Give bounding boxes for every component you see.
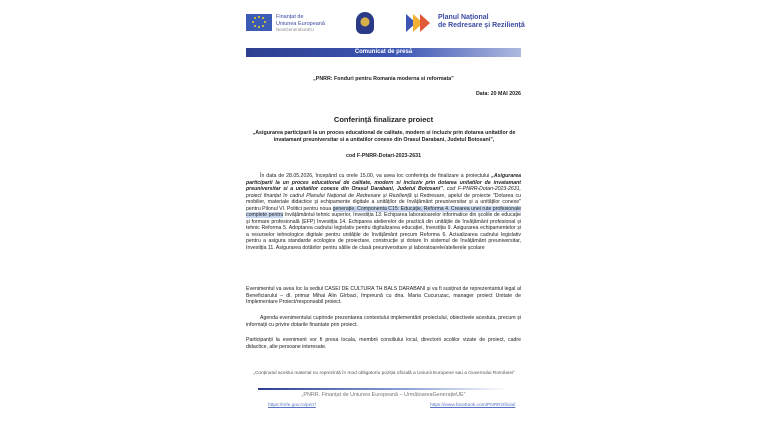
eu-disclaimer: „Conținutul acestui material nu reprezintă în mod obligatoriu poziția oficială a Uniunii Europene sau a Guvernului României”	[253, 371, 515, 376]
header-logos	[246, 12, 536, 42]
p1-code: , cod F-PNRR-Dotari-2023-2631, proiect finanțat în cadrul	[246, 186, 521, 199]
pnrr-line2: de Redresare și Reziliență	[438, 22, 525, 29]
footer-link-facebook[interactable]: https://www.facebook.com/PNRROficial/	[430, 403, 516, 408]
p1-project-italic: „Asigurarea participarii la un proces educational de calitate, modern si incluziv prin dotarea unitatilor de invatamant preuniversitar si a unitatilor conexe din Orasul Darabani, Judetul Botosani”	[246, 173, 521, 192]
p1-end: învățământul tehnic superior, Investiția 13. Echiparea laboratoarelor informatice din școlile de educație și formare profesională (EFP) Investiția 14. Echiparea atelierelor de practică din unitățile de învățământ profesional și tehnic Reforma 5. Adoptarea cadrului legislativ pentru digitalizarea educației, Investiția 9. Asigurarea echipamentelor și a resurselor tehnologice digitale pentru unitățile de învățământ precum Reforma 6. Actualizarea cadrului legislativ pentru a asigura standarde ecologice de proiectare, construcție și dotare în sistemul de învățământ preuniversitar, Investiția 11. Asigurarea dotărilor pentru sălile de clasă preuniversitare și laboratoarele/atelierele școlare	[246, 212, 521, 251]
pnrr-label	[438, 14, 525, 30]
p1-start: În data de 28.05.2026, începând cu orele 15.00, va avea loc conferinţa de finalizare a proiectului	[260, 173, 492, 179]
document-date: Data: 20 MAI 2026	[475, 91, 521, 97]
eu-funding-label	[276, 14, 325, 34]
eu-line3: NextGenerationEU	[276, 27, 314, 32]
footer-link-mfe[interactable]: https://mfe.gov.ro/pnrr/	[268, 403, 316, 408]
government-crest-icon	[356, 12, 374, 34]
paragraph-venue: Evenimentul va avea loc la sediul CASEI DE CULTURA TH BALS DARABANI și va fi susținut de reprezentantul legal al Beneficiarului – dl. primar Mihai Alin Gîrbaci, împreună cu dna. Maria Cucuruzac, manager proiect Unitate de Implementare Proiect/responsabil proiect.	[246, 286, 521, 305]
p1-selected-text[interactable]: generație, Componenta C15: Educație, Reforma 4. Crearea unei rute profesionale complete pentru	[246, 205, 521, 218]
program-title: „PNRR: Fonduri pentru Romania moderna si reformata”	[313, 76, 454, 82]
paragraph-participants: Participanții la eveniment vor fi presa locala, membrii consiliului local, directorii scolilor vizate de proiect, cadre didactice, alte persoane interesate.	[246, 337, 521, 350]
press-release-bar	[246, 48, 521, 57]
project-code: cod F-PNRR-Dotari-2023-2631	[345, 153, 422, 159]
document-title: Conferință finalizare proiect	[333, 115, 434, 124]
eu-line2: Uniunea Europeană	[276, 20, 325, 27]
paragraph-agenda: Agenda evenimentului cuprinde prezentarea contextului implementării proiectului, obiectivele acestuia, precum și informații cu privire dotarile finantate prin proiect.	[246, 315, 521, 328]
p1-plan: Planului Național de Redresare și Reziliență	[306, 192, 412, 199]
p1-rest: și Redresare, apelul de proiecte "Dotarea cu mobilier, materiale didactice și echipamente digitale a unităților de învățământ preuniversitar și a unităților conexe" pentru Pilonul VI. Politici pentru noua	[246, 192, 522, 212]
eu-flag-icon	[246, 14, 272, 31]
press-release-label: Comunicat de presă	[354, 49, 413, 55]
pnrr-logo-icon	[406, 14, 432, 32]
eu-line1: Finanțat de	[276, 14, 304, 20]
project-name: „Asigurarea participarii la un proces educational de calitate, modern si incluziv prin dotarea unitatilor de invatamant preuniversitar si a unitatilor conexe din Orasul Darabani, Judetul Botosani”,	[252, 130, 516, 143]
footer-text: „PNRR. Finanțat de Uniunea Europeană – UrmătoareaGenerațieUE”	[301, 392, 466, 398]
paragraph-intro	[246, 173, 521, 251]
footer-divider	[258, 388, 508, 390]
pnrr-line1: Planul Național	[438, 14, 489, 21]
